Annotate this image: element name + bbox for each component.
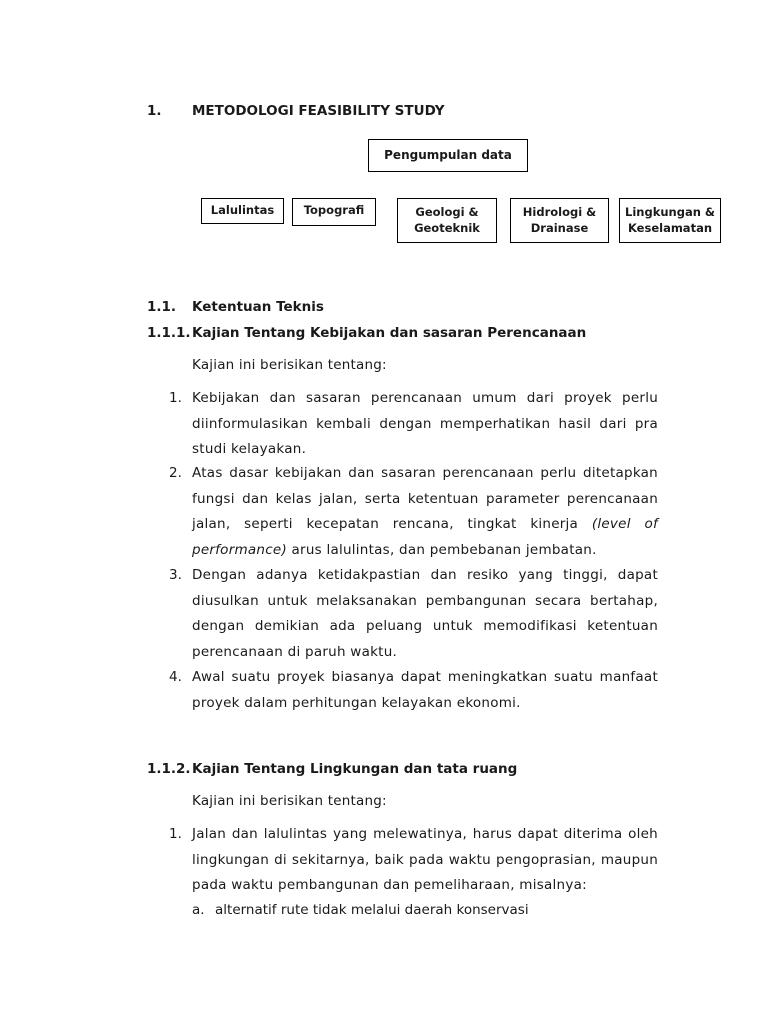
section-1-1-1-intro: Kajian ini berisikan tentang: — [192, 357, 387, 373]
diagram-node-geologi — [397, 198, 497, 243]
section-1-1-title: Ketentuan Teknis — [192, 299, 324, 315]
list-item-number: 1. — [169, 826, 182, 842]
diagram-node-label: Topografi — [303, 203, 365, 217]
section-1-1-2-number: 1.1.2. — [147, 761, 191, 777]
diagram-root-label: Pengumpulan data — [384, 148, 512, 162]
section-1-1-1-title: Kajian Tentang Kebijakan dan sasaran Perencanaan — [192, 325, 587, 341]
list-item-text: Jalan dan lalulintas yang melewatinya, harus dapat diterima oleh lingkungan di sekitarnya, baik pada waktu pengoprasian, maupun pada waktu pembangunan dan pemeliharaan, misalnya: — [192, 826, 658, 893]
list-item-text-italic: (level of performance) — [192, 516, 658, 558]
list-item-number: 2. — [169, 465, 182, 481]
section-1-1-number: 1.1. — [147, 299, 177, 315]
diagram-node-label: Lalulintas — [210, 203, 275, 217]
diagram-node-label: Geologi & — [415, 205, 479, 219]
list-item-number: 3. — [169, 567, 182, 583]
diagram-node-topografi — [292, 198, 376, 226]
diagram-node-label: Lingkungan & — [625, 205, 715, 219]
list-item-text-part: arus lalulintas, dan pembebanan jembatan. — [286, 541, 597, 558]
diagram-node-lingkungan — [619, 198, 721, 243]
list-item-text: Awal suatu proyek biasanya dapat meningkatkan suatu manfaat proyek dalam perhitungan kelayakan ekonomi. — [192, 669, 658, 711]
diagram-node-label: Drainase — [530, 221, 589, 235]
list-item-text: Kebijakan dan sasaran perencanaan umum dari proyek perlu diinformulasikan kembali dengan memperhatikan hasil dari pra studi kelayakan. — [192, 390, 658, 457]
list-item-text — [192, 461, 658, 563]
diagram-root-box — [368, 139, 528, 172]
diagram-node-hidrologi — [510, 198, 609, 243]
section-1-1-2-intro: Kajian ini berisikan tentang: — [192, 793, 387, 809]
section-1-number: 1. — [147, 103, 162, 119]
diagram-node-label: Geoteknik — [414, 221, 480, 235]
list-item-number: 1. — [169, 390, 182, 406]
list-item-number: 4. — [169, 669, 182, 685]
section-1-1-1-number: 1.1.1. — [147, 325, 191, 341]
diagram-node-label: Hidrologi & — [522, 205, 597, 219]
section-1-title: METODOLOGI FEASIBILITY STUDY — [192, 103, 445, 119]
list-item-text-part: Atas dasar kebijakan dan sasaran perencanaan perlu ditetapkan fungsi dan kelas jalan, serta ketentuan parameter perencanaan jalan, seperti kecepatan rencana, tingkat kinerja — [192, 465, 658, 532]
sub-list-item-letter: a. — [192, 902, 205, 918]
diagram-node-label: Keselamatan — [627, 221, 713, 235]
sub-list-item-text: alternatif rute tidak melalui daerah konservasi — [215, 902, 529, 918]
section-1-1-2-title: Kajian Tentang Lingkungan dan tata ruang — [192, 761, 518, 777]
list-item-text: Dengan adanya ketidakpastian dan resiko yang tinggi, dapat diusulkan untuk melaksanakan pembangunan secara bertahap, dengan demikian ada peluang untuk memodifikasi ketentuan perencanaan di paruh waktu. — [192, 567, 658, 660]
diagram-node-lalulintas — [201, 198, 284, 224]
